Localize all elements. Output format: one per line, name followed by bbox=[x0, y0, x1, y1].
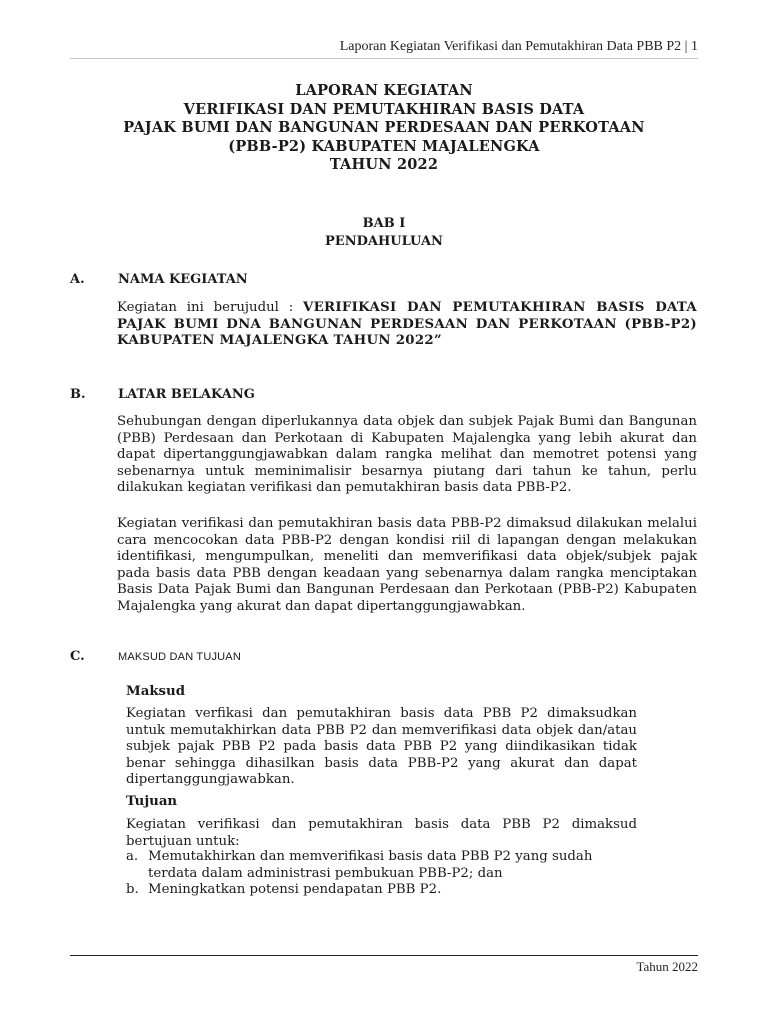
list-marker: a. bbox=[126, 849, 139, 864]
maksud-heading: Maksud bbox=[126, 684, 185, 699]
list-item bbox=[126, 849, 637, 882]
section-b-letter: B. bbox=[70, 387, 86, 402]
title-line-1: LAPORAN KEGIATAN bbox=[295, 82, 473, 99]
section-a-heading bbox=[70, 272, 248, 287]
section-a-title: NAMA KEGIATAN bbox=[118, 272, 248, 287]
section-b-paragraph-2: Kegiatan verifikasi dan pemutakhiran basis data PBB-P2 dimaksud dilakukan melalui cara mencocokan data PBB-P2 dengan kondisi riil di lapangan dengan melakukan identifikasi, mengumpulkan, meneliti dan memverifikasi data objek/subjek pajak pada basis data PBB dengan keadaan yang sebenarnya dalam rangka menciptakan Basis Data Pajak Bumi dan Bangunan Perdesaan dan Perkotaan (PBB-P2) Kabupaten Majalengka yang akurat dan dapat dipertanggungjawabkan. bbox=[117, 516, 697, 614]
header-divider bbox=[70, 58, 698, 59]
section-b-title: LATAR BELAKANG bbox=[118, 387, 255, 402]
chapter-name: PENDAHULUAN bbox=[325, 234, 443, 249]
list-item-text: Meningkatkan potensi pendapatan PBB P2. bbox=[148, 882, 442, 897]
list-item-text: Memutakhirkan dan memverifikasi basis data PBB P2 yang sudah terdata dalam administrasi pembukuan PBB-P2; dan bbox=[148, 849, 593, 881]
report-title bbox=[70, 82, 698, 175]
list-marker: b. bbox=[126, 882, 139, 897]
footer-divider bbox=[70, 955, 698, 956]
section-a-letter: A. bbox=[70, 272, 85, 287]
maksud-paragraph: Kegiatan verfikasi dan pemutakhiran basis data PBB P2 dimaksudkan untuk memutakhirkan data PBB P2 dan memverifikasi data objek dan/atau subjek pajak PBB P2 pada basis data PBB P2 yang diindikasikan tidak benar sehingga dihasilkan basis data PBB-P2 yang akurat dan dapat dipertanggungjawabkan. bbox=[126, 706, 637, 787]
title-line-5: TAHUN 2022 bbox=[329, 156, 439, 173]
section-c-letter: C. bbox=[70, 649, 85, 664]
tujuan-paragraph: Kegiatan verifikasi dan pemutakhiran basis data PBB P2 dimaksud bertujuan untuk: bbox=[126, 817, 637, 849]
title-line-3: PAJAK BUMI DAN BANGUNAN PERDESAAN DAN PERKOTAAN bbox=[123, 119, 645, 136]
section-c-heading bbox=[70, 649, 241, 664]
title-line-2: VERIFIKASI DAN PEMUTAKHIRAN BASIS DATA bbox=[183, 100, 585, 118]
section-b-heading bbox=[70, 387, 255, 402]
chapter-number: BAB I bbox=[362, 216, 406, 231]
chapter-heading bbox=[70, 215, 698, 251]
section-a-intro: Kegiatan ini berujudul : bbox=[117, 300, 303, 315]
tujuan-heading: Tujuan bbox=[126, 794, 178, 809]
list-item bbox=[126, 882, 637, 899]
section-c-title: MAKSUD DAN TUJUAN bbox=[118, 651, 241, 663]
title-line-4: (PBB-P2) KABUPATEN MAJALENGKA bbox=[228, 137, 540, 155]
section-b-paragraph-1: Sehubungan dengan diperlukannya data objek dan subjek Pajak Bumi dan Bangunan (PBB) Perdesaan dan Perkotaan di Kabupaten Majalengka yang lebih akurat dan dapat dipertanggungjawabkan dalam rangka melihat dan memotret potensi yang sebenarnya untuk meminimalisir besarnya piutang dari tahun ke tahun, perlu dilakukan kegiatan verifikasi dan pemutakhiran basis data PBB-P2. bbox=[117, 414, 697, 495]
page-footer: Tahun 2022 bbox=[636, 959, 698, 974]
tujuan-list bbox=[126, 849, 637, 899]
running-header: Laporan Kegiatan Verifikasi dan Pemutakhiran Data PBB P2 | 1 bbox=[339, 39, 698, 54]
section-a-paragraph bbox=[117, 300, 697, 350]
activity-name: VERIFIKASI DAN PEMUTAKHIRAN BASIS DATA PAJAK BUMI DNA BANGUNAN PERDESAAN DAN PERKOTAAN (PBB-P2) KABUPATEN MAJALENGKA TAHUN 2022” bbox=[117, 300, 697, 348]
